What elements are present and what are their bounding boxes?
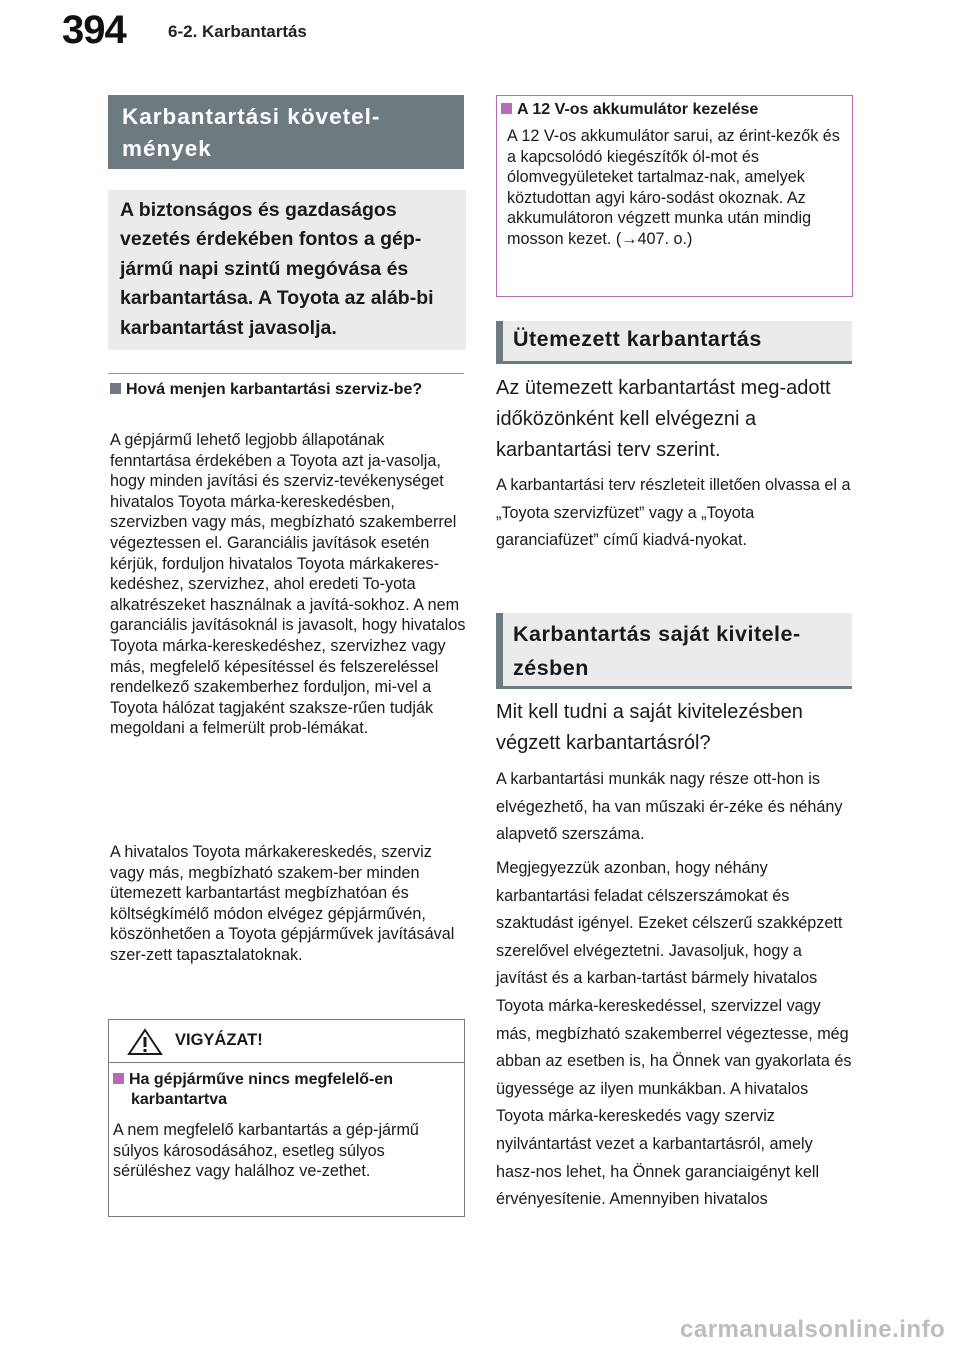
subheading-text: Ha gépjárműve nincs megfelelő-en karbantartva bbox=[129, 1071, 394, 1108]
warning-title: VIGYÁZAT! bbox=[175, 1031, 263, 1049]
warning-box bbox=[108, 1019, 465, 1217]
paragraph: A hivatalos Toyota márkakereskedés, szerviz vagy más, megbízható szakem-ber minden ütemezett karbantartást megbízhatóan és költségkímélő módon elvégez gépjárművén, köszönhetően a Toyota gépjárművek javításával szer-zett tapasztalatoknak. bbox=[110, 843, 455, 964]
warning-subheading bbox=[113, 1070, 473, 1110]
subheading-text: Hová menjen karbantartási szerviz-be? bbox=[126, 381, 423, 398]
heading-diy-maintenance bbox=[496, 613, 852, 689]
square-bullet-icon bbox=[501, 103, 512, 114]
page-number: 394 bbox=[62, 8, 126, 52]
warning-triangle-icon bbox=[127, 1028, 163, 1056]
battery-body: A 12 V-os akkumulátor sarui, az érint-kezők és a kapcsolódó kiegészítők ól-mot és ólomvegyületeket tartalmaz-nak, amelyek köztudottan agyi káro-sodást okoznak. Az akkumulátoron végzett munka után mindig mosson kezet. (→407. o.) bbox=[507, 127, 840, 248]
lead-paragraph: Az ütemezett karbantartást meg-adott időközönként kell elvégezni a karbantartási terv szerint. bbox=[496, 377, 831, 461]
intro-box: A biztonságos és gazdaságos vezetés érdekében fontos a gép-jármű napi szintű megóvása és karbantartása. A Toyota az aláb-bi karbantartást javasolja. bbox=[108, 190, 466, 350]
heading-text: Karbantartás saját kivitele- zésben bbox=[513, 622, 801, 680]
warning-body: A nem megfelelő karbantartás a gép-jármű súlyos károsodásához, esetleg súlyos sérüléshez vagy halálhoz ve-zethet. bbox=[113, 1121, 419, 1181]
paragraph: A karbantartási munkák nagy része ott-hon is elvégezhető, ha van műszaki ér-zéke és néhány alapvető szerszáma. bbox=[496, 770, 843, 844]
battery-heading bbox=[501, 100, 845, 120]
battery-note-box bbox=[496, 95, 853, 297]
heading-text: Karbantartási követel- mények bbox=[122, 104, 381, 161]
subheading-where-to-go bbox=[110, 380, 482, 400]
paragraph: A gépjármű lehető legjobb állapotának fenntartása érdekében a Toyota azt ja-vasolja, hogy minden javítási és szerviz-tevékenységet hivatalos Toyota márka-kereskedésben, szervizben vagy más, megbízható szakemberrel végeztessen el. Garanciális javítások esetén kérjük, forduljon hivatalos Toyota márkakeres-kedéshez, szervizhez, ahol eredeti To-yota alkatrészeket használnak a javítá-sokhoz. A nem garanciális javításoknál is javasolt, hogy hivatalos Toyota márka-kereskedéshez, szervizhez vagy más, megfelelő képesítéssel és felszereléssel rendelkező szakemberhez forduljon, mi-vel a Toyota hálózat tagjaként szakszе-rűen tudják megoldani a felmerült prob-lémákat. bbox=[110, 431, 466, 738]
square-bullet-icon bbox=[113, 1073, 124, 1084]
divider bbox=[108, 373, 464, 374]
heading-maintenance-requirements bbox=[108, 95, 464, 169]
paragraph: A karbantartási terv részleteit illetően olvassa el a „Toyota szervizfüzet” vagy a „Toyota garanciafüzet” című kiadvá-nyokat. bbox=[496, 476, 851, 550]
warning-header bbox=[109, 1020, 464, 1063]
section-title: 6-2. Karbantartás bbox=[168, 22, 307, 41]
paragraph: Megjegyezzük azonban, hogy néhány karbantartási feladat célszerszámokat és szaktudást igényel. Ezeket célszerű szakképzett szerelővel elvégeztetni. Javasoljuk, hogy a javítást és a karban-tartást bármely hivatalos Toyota márka-kereskedéssel, szervizzel vagy más, megbízható szakemberrel végeztesse, még abban az esetben is, ha Önnek van gyakorlata és ügyessége az ilyen munkákban. A hivatalos Toyota márka-kereskedés vagy szerviz nyilvántartást vezet a karbantartásról, amely hasz-nos lehet, ha Önnek garanciaigényt kell érvényesítenie. Amennyiben hivatalos bbox=[496, 859, 852, 1209]
watermark: carmanualsonline.info bbox=[680, 1316, 946, 1343]
square-bullet-icon bbox=[110, 383, 121, 394]
lead-paragraph: Mit kell tudni a saját kivitelezésben végzett karbantartásról? bbox=[496, 701, 803, 754]
heading-scheduled-maintenance: Ütemezett karbantartás bbox=[496, 321, 852, 364]
subheading-text: A 12 V-os akkumulátor kezelése bbox=[517, 101, 759, 118]
